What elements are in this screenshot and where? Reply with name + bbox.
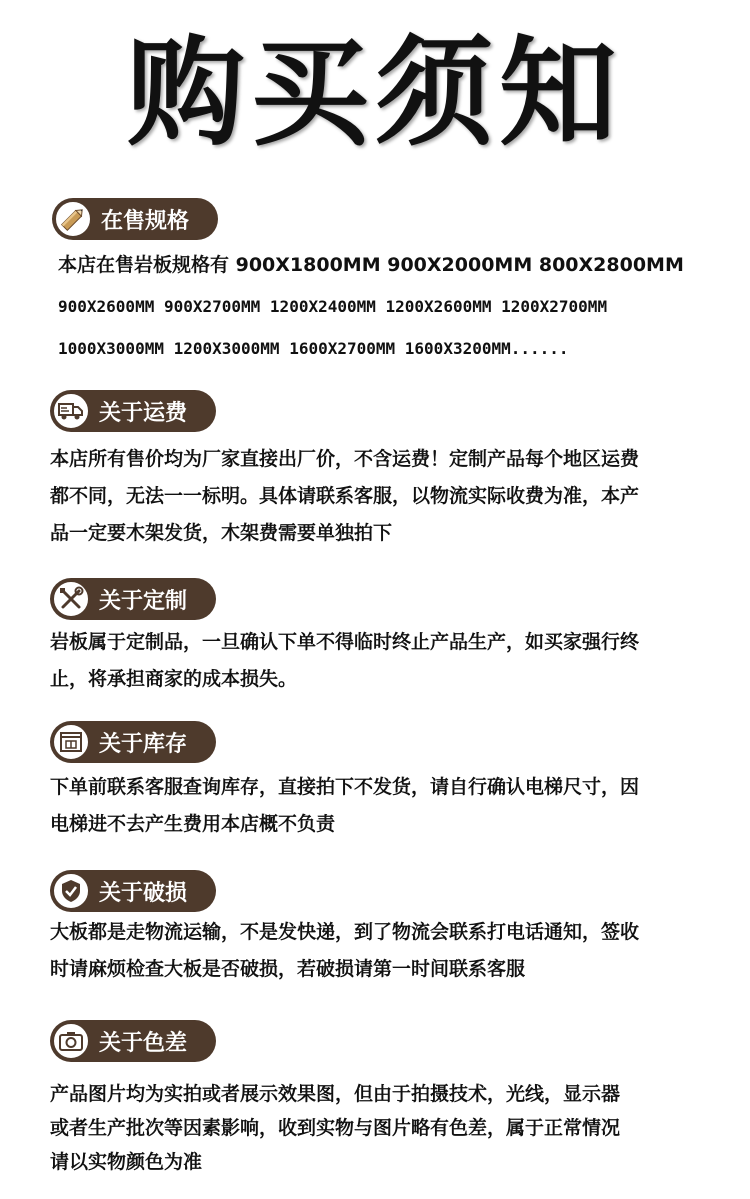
section-badge-custom — [50, 578, 216, 620]
section-title: 关于色差 — [99, 1030, 188, 1056]
section-title: 关于破损 — [99, 880, 188, 906]
page-title: 购买须知 — [126, 24, 623, 162]
warehouse-icon — [51, 722, 91, 762]
text-line: 岩板属于定制品，一旦确认下单不得临时终止产品生产，如买家强行终 — [50, 631, 640, 653]
camera-icon — [51, 1021, 91, 1061]
spec-line: 900X2600MM 900X2700MM 1200X2400MM 1200X2600MM 1200X2700MM — [58, 297, 608, 316]
tools-icon — [51, 579, 91, 619]
section-badge-specs — [52, 198, 218, 240]
specs-text — [58, 244, 748, 370]
truck-icon — [51, 391, 91, 431]
spec-line: 本店在售岩板规格有 900X1800MM 900X2000MM 800X2800MM — [58, 254, 684, 276]
section-badge-stock — [50, 721, 216, 763]
section-title: 在售规格 — [101, 208, 190, 234]
text-line: 产品图片均为实拍或者展示效果图，但由于拍摄技术，光线，显示器 — [50, 1083, 621, 1105]
section-title: 关于库存 — [99, 731, 188, 757]
text-line: 时请麻烦检查大板是否破损，若破损请第一时间联系客服 — [50, 958, 526, 980]
text-line: 电梯进不去产生费用本店概不负责 — [50, 813, 336, 835]
pencil-icon — [53, 199, 93, 239]
custom-text — [50, 624, 730, 698]
text-line: 品一定要木架发货，木架费需要单独拍下 — [50, 522, 393, 544]
section-title: 关于定制 — [99, 588, 188, 614]
text-line: 或者生产批次等因素影响，收到实物与图片略有色差，属于正常情况 — [50, 1117, 621, 1139]
text-line: 请以实物颜色为准 — [50, 1151, 203, 1173]
stock-text — [50, 769, 730, 843]
text-line: 止，将承担商家的成本损失。 — [50, 668, 298, 690]
text-line: 都不同，无法一一标明。具体请联系客服，以物流实际收费为准，本产 — [50, 485, 640, 507]
text-line: 大板都是走物流运输，不是发快递，到了物流会联系打电话通知，签收 — [50, 921, 640, 943]
color-text — [50, 1077, 730, 1179]
shipping-text — [50, 441, 730, 552]
text-line: 本店所有售价均为厂家直接出厂价，不含运费！定制产品每个地区运费 — [50, 448, 640, 470]
spec-line: 1000X3000MM 1200X3000MM 1600X2700MM 1600X3200MM...... — [58, 339, 569, 358]
shield-check-icon — [51, 871, 91, 911]
damage-text — [50, 914, 730, 988]
section-title: 关于运费 — [99, 400, 188, 426]
text-line: 下单前联系客服查询库存，直接拍下不发货，请自行确认电梯尺寸，因 — [50, 776, 640, 798]
section-badge-color — [50, 1020, 216, 1062]
section-badge-damage — [50, 870, 216, 912]
section-badge-shipping — [50, 390, 216, 432]
